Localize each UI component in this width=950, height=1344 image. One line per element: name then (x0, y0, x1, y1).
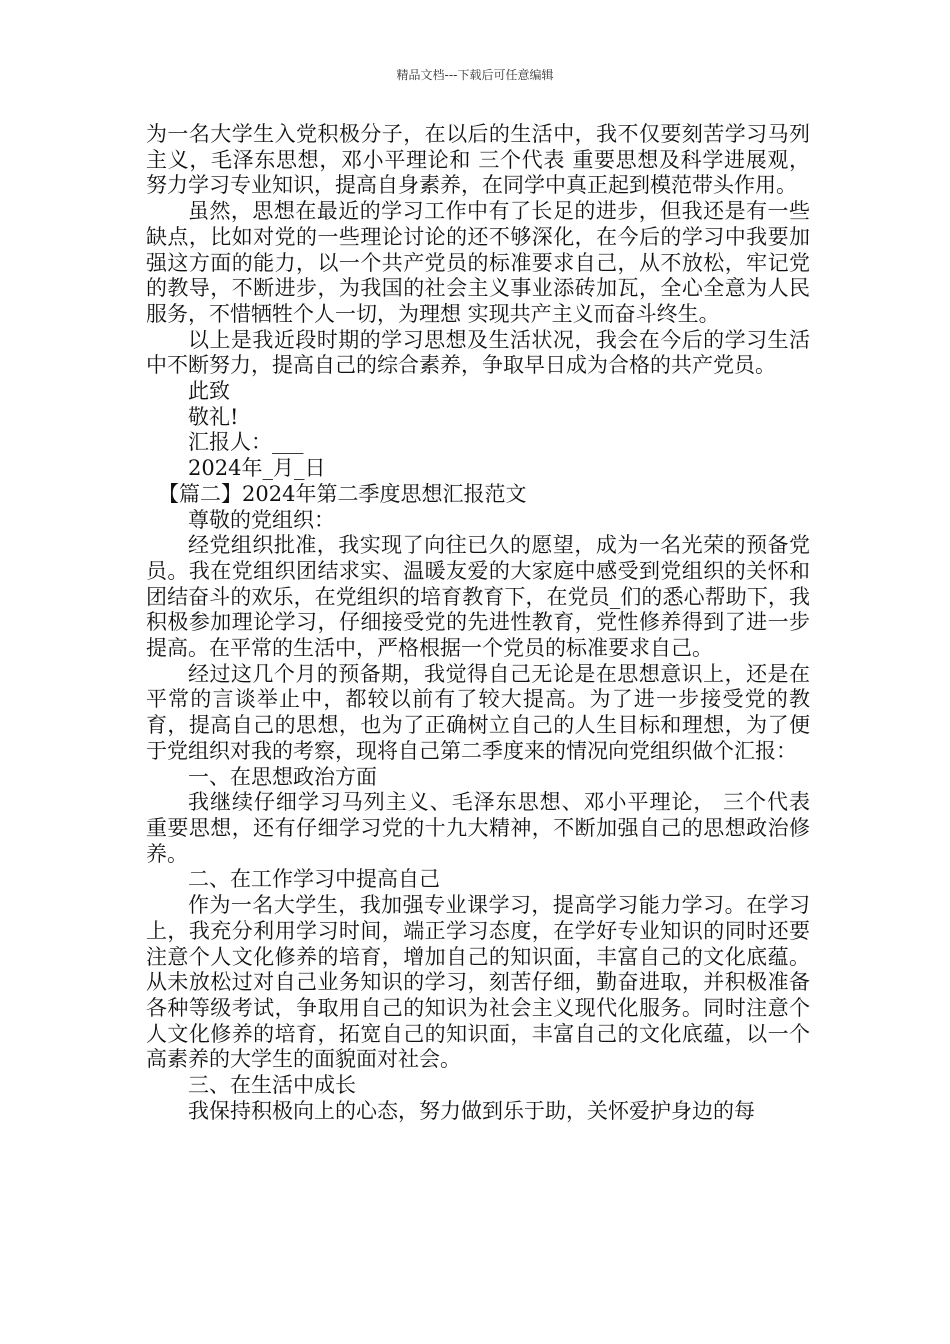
paragraph: 一、在思想政治方面 (188, 764, 377, 789)
paragraph: 虽然，思想在最近的学习工作中有了长足的进步，但我还是有一些缺点，比如对党的一些理论讨论的还不够深化，在今后的学习中我要加强这方面的能力，以一个共产党员的标准要求自己，从不放松，牢记党的教导，不断进步，为我国的社会主义事业添砖加瓦，全心全意为人民服务，不惜牺牲个人一切，为理想 实现共产主义而奋斗终生。 (146, 199, 810, 326)
paragraph: 【篇二】2024年第二季度思想汇报范文 (158, 481, 527, 506)
paragraph: 作为一名大学生，我加强专业课学习，提高学习能力学习。在学习上，我充分利用学习时间，端正学习态度，在学好专业知识的同时还要注意个人文化修养的培育，增加自己的知识面，丰富自己的文化底蕴。从未放松过对自己业务知识的学习，刻苦仔细，勤奋进取，并积极准备各种等级考试，争取用自己的知识为社会主义现代化服务。同时注意个人文化修养的培育，拓宽自己的知识面，丰富自己的文化底蕴，以一个高素养的大学生的面貌面对社会。 (146, 893, 810, 1072)
paragraph: 我继续仔细学习马列主义、毛泽东思想、邓小平理论， 三个代表 重要思想，还有仔细学习党的十九大精神，不断加强自己的思想政治修养。 (146, 790, 810, 866)
paragraph: 此致 (188, 379, 230, 404)
paragraph: 我保持积极向上的心态，努力做到乐于助，关怀爱护身边的每 (188, 1098, 755, 1123)
paragraph: 经党组织批准，我实现了向往已久的愿望，成为一名光荣的预备党员。我在党组织团结求实、温暖友爱的大家庭中感受到党组织的关怀和团结奋斗的欢乐，在党组织的培育教育下，在党员_们的悉心帮助下，我积极参加理论学习，仔细接受党的先进性教育，党性修养得到了进一步提高。在平常的生活中，严格根据一个党员的标准要求自己。 (146, 533, 810, 661)
paragraph: 敬礼! (188, 404, 239, 429)
paragraph: 汇报人：___ (188, 430, 304, 455)
paragraph: 三、在生活中成长 (188, 1073, 356, 1098)
paragraph: 尊敬的党组织： (188, 507, 335, 532)
paragraph: 2024年_月_日 (188, 456, 326, 481)
paragraph: 以上是我近段时期的学习思想及生活状况，我会在今后的学习生活中不断努力，提高自己的综合素养，争取早日成为合格的共产党员。 (146, 327, 810, 378)
page-header: 精品文档---下载后可任意编辑 (396, 68, 554, 82)
paragraph: 经过这几个月的预备期，我觉得自己无论是在思想意识上，还是在平常的言谈举止中，都较以前有了较大提高。为了进一步接受党的教育，提高自己的思想，也为了正确树立自己的人生目标和理想，为了便于党组织对我的考察，现将自己第二季度来的情况向党组织做个汇报： (146, 661, 810, 763)
paragraph: 为一名大学生入党积极分子，在以后的生活中，我不仅要刻苦学习马列主义，毛泽东思想，邓小平理论和 三个代表 重要思想及科学进展观，努力学习专业知识，提高自身素养，在同学中真正起到模范带头作用。 (146, 122, 810, 198)
document-body (146, 122, 810, 1124)
paragraph: 二、在工作学习中提高自己 (188, 867, 440, 892)
